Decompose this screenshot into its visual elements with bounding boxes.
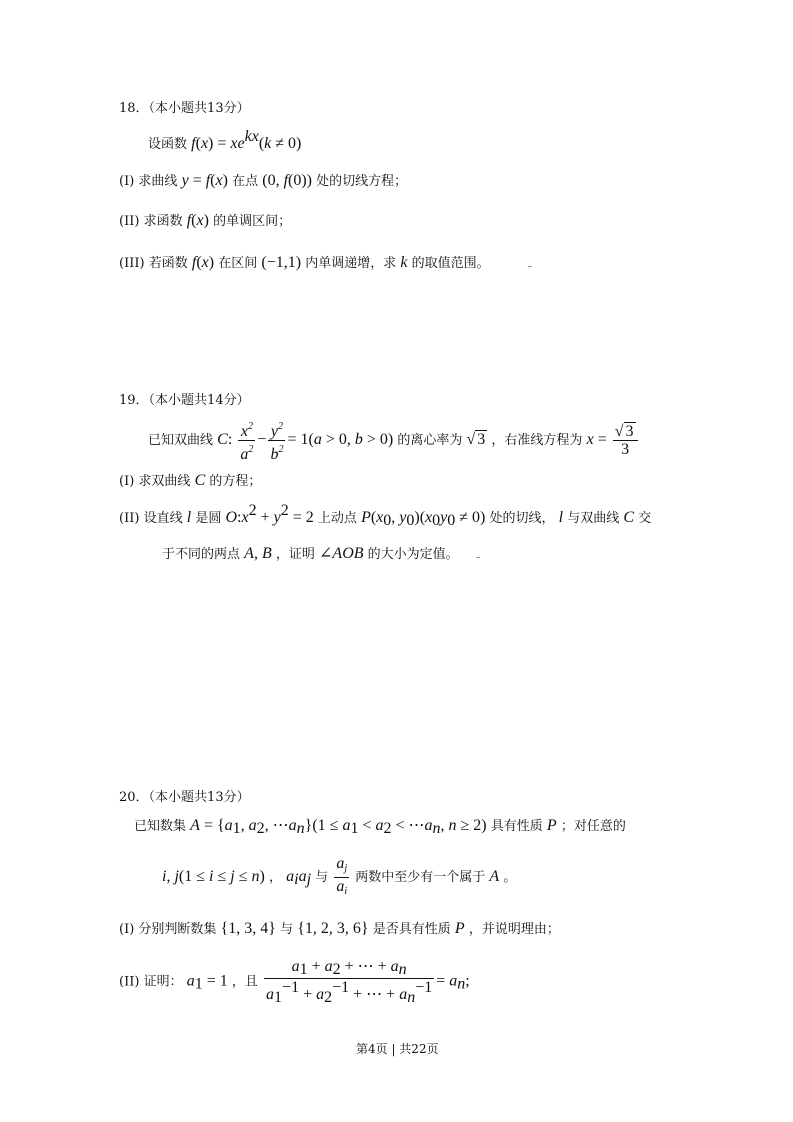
q20-intro: 已知数集 $A = \{a_1$, $a_2$, $\cdots a_n\}(1 \le a_1 < a_2$ < $\cdots a_n$, n ≥ 2) 具有性质 P ；对任意的: [134, 817, 626, 837]
q20-part1-label: (I): [119, 922, 135, 937]
page-footer: 第4页 | 共22页: [356, 1042, 439, 1056]
fraction-y2-b2: $\frac{y^2}{b^2}$: [268, 418, 285, 463]
q20-part1-text-c: 是否具有性质: [372, 922, 451, 937]
q18-intro-text: 设函数: [148, 137, 188, 152]
q18-intro: 设函数 $f(x) = xe^{kx}(k \ne 0)$: [148, 128, 302, 152]
fraction-x2-a2: $\frac{x^2}{a^2}$: [238, 418, 255, 463]
q20-part2-label: (II): [119, 974, 140, 990]
fraction-sqrt3-3: $\frac{√ 3}{3}$: [613, 423, 638, 458]
q18-part3: (III) 若函数 f(x) 在区间 (−1,1) 内单调递增，求 k 的取值范围。: [119, 254, 490, 271]
q19-part2-text-c: 上动点: [317, 511, 357, 526]
q18-part3-text-d: 的取值范围。: [411, 256, 490, 271]
q20-line2-text-c: 两数中至少有一个属于: [355, 870, 486, 885]
q20-part2: (II) 证明： $a_1 = 1$ ，且 $\frac{a_1 + a_2 + \cdots + a_n}{a_1^{-1} + a_2^{-1} + \cdots + a_n^{-1}}$ = $a_n$;: [119, 958, 470, 1006]
q18-part3-text-a: 若函数: [148, 256, 188, 271]
q18-part1-label: (I): [119, 174, 135, 189]
q18-part2-text-a: 求函数: [143, 214, 183, 229]
q19-part2-text-f: 交: [638, 511, 652, 526]
q19-part2-text-g: 于不同的两点: [162, 547, 241, 562]
q18-function-formula: f: [191, 135, 196, 152]
fraction-aj-ai: $\frac{a_j}{a_i}$: [336, 855, 348, 897]
q18-part2: (II) 求函数 f(x) 的单调区间；: [119, 212, 292, 229]
q19-intro-text-b: 的离心率为: [397, 433, 463, 448]
q19-part2-label: (II): [119, 511, 140, 526]
q19-part1: (I) 求双曲线 C 的方程；: [119, 472, 262, 489]
scan-mark: [476, 557, 480, 558]
q20-line2: i, j(1 ≤ i ≤ j ≤ n) ， $a_ia_j$ 与 $\frac{a_j}{a_i}$ 两数中至少有一个属于 A 。: [162, 855, 516, 900]
q18-part1: (I) 求曲线 y = f(x) 在点 (0, f(0)) 处的切线方程；: [119, 172, 408, 189]
q19-part1-text-b: 的方程；: [209, 474, 262, 489]
q18-part2-label: (II): [119, 214, 140, 229]
q19-intro-text-c: ，右准线方程为: [491, 433, 583, 448]
q18-part1-text-c: 处的切线方程；: [316, 174, 408, 189]
q20-line2-text-a: ，: [268, 870, 282, 885]
q20-part1-text-a: 分别判断数集: [138, 922, 217, 937]
q19-intro-text-a: 已知双曲线: [148, 433, 214, 448]
q19-part2-text-e: 与双曲线: [567, 511, 620, 526]
q18-header: 18．（本小题共13分）: [119, 101, 250, 116]
fraction-sum-over-reciprocal-sum: $\frac{a_1 + a_2 + \cdots + a_n}{a_1^{-1} + a_2^{-1} + \cdots + a_n^{-1}}$: [266, 958, 433, 1006]
q19-part1-text-a: 求双曲线: [138, 474, 191, 489]
scan-mark: [528, 266, 532, 267]
q19-part2-cont: 于不同的两点 A, B ，证明 ∠AOB 的大小为定值。: [162, 545, 459, 562]
q18-part3-label: (III): [119, 256, 145, 271]
q19-intro: 已知双曲线 C: $\frac{x^2}{a^2}$ − $\frac{y^2}{b^2}$ = 1(a > 0, b > 0) 的离心率为 √ 3 ，右准线方程为 x = $\frac{√ 3}{3}$: [148, 418, 640, 463]
q20-line2-text-b: 与: [315, 870, 329, 885]
q18-part3-text-b: 在区间: [218, 256, 258, 271]
q19-part1-label: (I): [119, 474, 135, 489]
q19-part2-text-a: 设直线: [143, 511, 183, 526]
q19-part2-text-i: 的大小为定值。: [367, 547, 459, 562]
q20-part1: (I) 分别判断数集 {1, 3, 4} 与 {1, 2, 3, 6} 是否具有性质 P ，并说明理由；: [119, 920, 560, 937]
q18-part2-text-b: 的单调区间；: [213, 214, 292, 229]
q18-part1-text-a: 求曲线: [138, 174, 178, 189]
q20-part2-text-b: ，且: [231, 974, 258, 990]
q20-part1-text-b: 与: [280, 922, 294, 937]
q20-line2-text-d: 。: [503, 870, 517, 885]
q20-part1-text-d: ，并说明理由；: [468, 922, 560, 937]
q19-part2-text-b: 是圆: [195, 511, 222, 526]
q20-intro-text-b: 具有性质: [490, 819, 543, 834]
q20-intro-text-a: 已知数集: [134, 819, 187, 834]
q20-part2-text-a: 证明：: [143, 974, 183, 990]
q18-part3-text-c: 内单调递增，求: [305, 256, 397, 271]
q20-header: 20．（本小题共13分）: [119, 790, 250, 805]
q19-part2-text-d: 处的切线，: [489, 511, 555, 526]
q19-header: 19．（本小题共14分）: [119, 393, 250, 408]
q20-intro-text-c: ；对任意的: [560, 819, 626, 834]
q19-part2-text-h: ，证明: [275, 547, 315, 562]
q18-part1-text-b: 在点: [232, 174, 259, 189]
q19-part2: (II) 设直线 l 是圆 $O:x^2 + y^2 = 2$ 上动点 $P(x_0$, $y_0)(x_0y_0 \ne 0)$ 处的切线， l 与双曲线 C 交: [119, 502, 652, 529]
